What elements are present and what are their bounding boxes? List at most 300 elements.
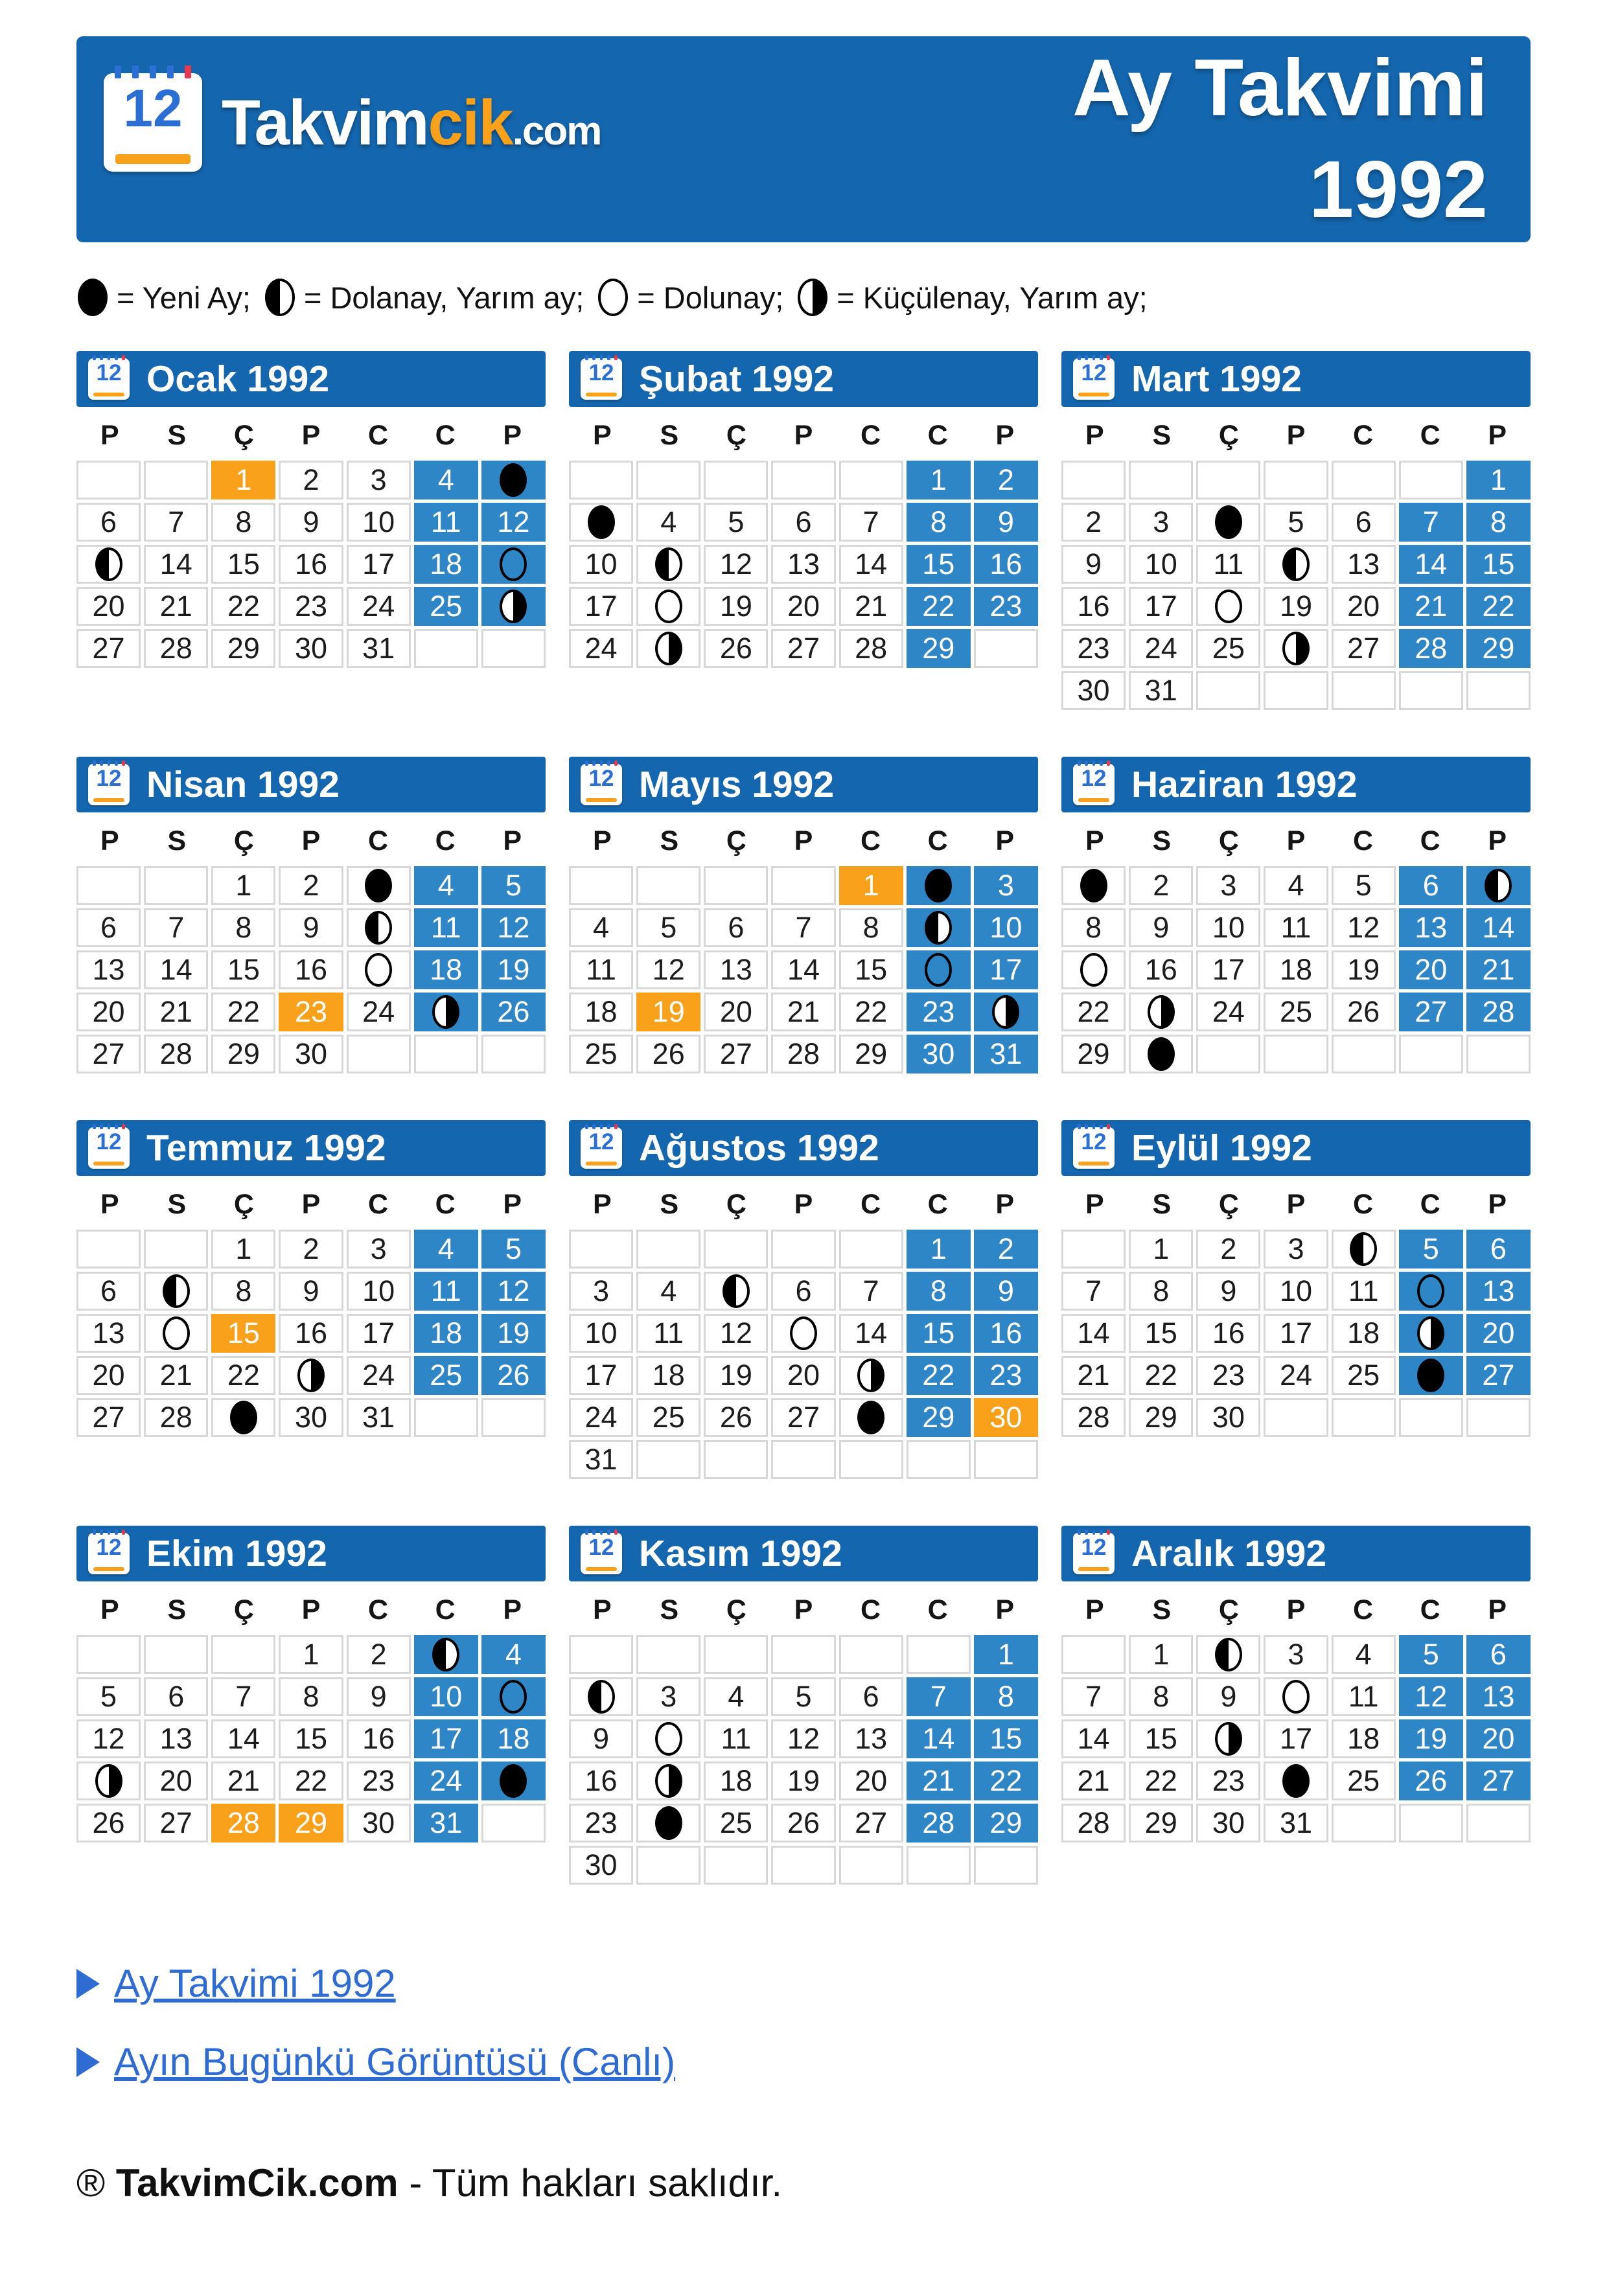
day-number: 18 [430,1316,463,1349]
day-number: 24 [584,1401,618,1434]
weekend-day-cell [481,503,546,542]
weekend-day-cell [414,950,478,989]
page-title-line1: Ay Takvimi [1072,43,1488,133]
day-number: 1 [235,869,252,902]
weekday-label: C [368,420,389,451]
day-cell [1196,1719,1260,1758]
weekday-label: S [167,1189,187,1220]
day-cell [839,1804,903,1843]
month-day-grid [1061,461,1531,710]
calendar-icon-bar [93,393,125,396]
day-number: 4 [505,1638,522,1671]
day-cell [279,503,343,542]
full-moon-icon [925,953,952,987]
day-number: 18 [430,953,463,986]
calendar-icon-pin [1093,1530,1095,1535]
day-cell [279,1230,343,1269]
day-cell [1129,1398,1193,1437]
day-number: 8 [930,1274,947,1307]
day-number: 21 [1482,953,1515,986]
day-cell [1196,1677,1260,1716]
day-number: 14 [227,1722,260,1755]
day-number: 2 [997,1232,1014,1265]
weekday-label: P [301,1189,321,1220]
weekend-day-cell [414,1804,478,1843]
month-day-grid [569,1230,1038,1479]
weekend-day-cell [907,950,971,989]
day-cell [347,1314,411,1353]
day-cell [144,1677,208,1716]
day-cell [1264,1230,1328,1269]
day-number: 21 [1077,1764,1110,1797]
day-number: 28 [1077,1401,1110,1434]
legend-text: = Dolanay, Yarım ay; [303,280,584,315]
day-cell [279,629,343,668]
day-number: 5 [1422,1232,1439,1265]
weekend-day-cell [974,1272,1038,1311]
day-number: 11 [430,911,461,944]
calendar-icon-bar [1078,1162,1110,1165]
month-card [76,1526,546,1843]
empty-cell [569,1635,633,1674]
logo-part-cik: cik [428,86,513,158]
calendar-icon-pin [122,355,124,360]
weekday-label: Ç [1218,1189,1239,1220]
calendar-icon-pins [93,1530,125,1535]
weekend-day-cell [974,950,1038,989]
empty-cell [704,1846,768,1885]
empty-cell [144,1230,208,1269]
calendar-icon-bar [1078,798,1110,802]
day-cell [771,908,835,947]
day-number: 4 [437,869,454,902]
calendar-icon-number: 12 [588,766,614,792]
weekday-label: C [1353,420,1374,451]
day-number: 28 [1415,632,1448,665]
day-cell [1129,545,1193,584]
weekend-day-cell [974,993,1038,1031]
weekend-day-cell [974,503,1038,542]
month-header [1061,1526,1531,1581]
day-cell [1332,908,1396,947]
day-cell [279,461,343,499]
day-number: 17 [362,1316,395,1349]
day-cell [144,908,208,947]
day-number: 15 [922,547,955,580]
weekend-day-cell [1466,1272,1531,1311]
day-number: 26 [652,1037,685,1070]
day-number: 7 [862,505,879,538]
month-title: Haziran 1992 [1131,764,1358,805]
weekend-day-cell [907,503,971,542]
day-cell [771,993,835,1031]
calendar-icon-pin [1093,761,1095,766]
empty-cell [144,866,208,905]
day-cell [76,1719,141,1758]
month-day-grid [569,1635,1038,1885]
day-number: 8 [1153,1274,1170,1307]
day-number: 21 [227,1764,260,1797]
weekend-day-cell [907,1314,971,1353]
day-cell [1196,993,1260,1031]
calendar-icon-pin [1107,1530,1109,1535]
page-header [76,36,1531,242]
weekend-day-cell [1466,629,1531,668]
day-number: 20 [855,1764,888,1797]
weekday-label: P [1085,420,1104,451]
weekday-label: C [927,420,948,451]
day-cell [347,461,411,499]
day-number: 19 [787,1764,820,1797]
empty-cell [414,1035,478,1073]
empty-cell [1466,1804,1531,1843]
day-number: 8 [1490,505,1507,538]
calendar-month-icon [1073,1127,1115,1169]
month-card [569,757,1038,1073]
day-cell [1129,671,1193,710]
day-cell [144,993,208,1031]
day-cell [144,1272,208,1311]
day-cell [347,1356,411,1395]
month-header [569,757,1038,812]
day-cell [569,1272,633,1311]
day-cell [1332,1677,1396,1716]
day-cell [1129,1635,1193,1674]
day-number: 22 [855,995,888,1028]
empty-cell [1399,1035,1463,1073]
weekday-label: P [995,1594,1015,1625]
empty-cell [636,461,700,499]
weekday-label: C [1420,420,1440,451]
day-cell [704,1719,768,1758]
day-number: 20 [92,995,125,1028]
day-number: 14 [1077,1316,1110,1349]
day-number: 1 [1153,1232,1170,1265]
day-cell [144,1762,208,1800]
day-number: 15 [1144,1316,1177,1349]
day-cell [771,950,835,989]
day-number: 7 [1085,1274,1102,1307]
day-number: 6 [795,505,812,538]
day-number: 8 [930,505,947,538]
day-number: 3 [593,1274,610,1307]
day-number: 9 [303,505,319,538]
day-number: 5 [505,1232,522,1265]
day-number: 21 [787,995,820,1028]
day-number: 19 [1279,590,1313,623]
weekday-header-row [1061,1176,1531,1230]
calendar-icon-pin [1107,355,1109,360]
day-number: 30 [362,1806,395,1839]
day-number: 21 [1415,590,1448,623]
day-number: 7 [795,911,812,944]
day-cell [636,1272,700,1311]
day-number: 9 [1153,911,1170,944]
day-number: 1 [1153,1638,1170,1671]
month-day-grid [76,461,546,668]
day-cell [279,1035,343,1073]
day-number: 8 [235,911,252,944]
weekend-day-cell [1399,1762,1463,1800]
day-number: 14 [787,953,820,986]
day-number: 20 [1347,590,1380,623]
day-number: 16 [1212,1316,1245,1349]
day-cell [839,1719,903,1758]
day-number: 20 [787,590,820,623]
new-moon-icon [1282,1764,1310,1798]
day-cell [1264,1314,1328,1353]
holiday-day-cell [211,1314,275,1353]
day-number: 3 [660,1680,677,1713]
calendar-month-icon [88,1127,130,1169]
day-number: 2 [370,1638,387,1671]
full-moon-icon [163,1316,190,1350]
empty-cell [704,1635,768,1674]
calendar-icon-pin [100,1530,102,1535]
day-number: 13 [719,953,752,986]
month-day-grid [569,866,1038,1073]
day-cell [144,1804,208,1843]
link-ay-takvimi[interactable]: Ay Takvimi 1992 [114,1962,396,2005]
weekend-day-cell [414,866,478,905]
weekend-day-cell [974,545,1038,584]
day-number: 31 [989,1037,1023,1070]
day-number: 23 [362,1764,395,1797]
weekday-label: C [368,1594,389,1625]
calendar-month-icon [581,358,622,400]
day-number: 29 [1077,1037,1110,1070]
day-number: 26 [1415,1764,1448,1797]
empty-cell [1332,1398,1396,1437]
day-number: 11 [586,953,616,986]
waxing-moon-icon [925,911,952,945]
empty-cell [974,1440,1038,1479]
day-cell [1264,950,1328,989]
weekend-day-cell [1399,545,1463,584]
day-cell [1264,1762,1328,1800]
day-cell [76,1762,141,1800]
day-number: 14 [159,547,192,580]
new-moon-icon [857,1401,884,1434]
day-cell [704,1398,768,1437]
calendar-icon-pin [93,1124,95,1129]
day-number: 21 [159,995,192,1028]
weekday-label: C [861,1594,881,1625]
day-cell [1129,1314,1193,1353]
day-number: 17 [1212,953,1245,986]
day-cell [771,1035,835,1073]
weekday-label: P [592,825,612,856]
day-cell [704,1314,768,1353]
weekday-label: P [100,420,119,451]
day-cell [569,1440,633,1479]
day-number: 22 [989,1764,1023,1797]
day-cell [1332,629,1396,668]
day-cell [1061,1314,1126,1353]
day-cell [76,1356,141,1395]
day-cell [1129,1719,1193,1758]
holiday-day-cell [279,993,343,1031]
day-number: 1 [1490,463,1507,496]
day-number: 28 [855,632,888,665]
weekday-label: S [1152,1594,1172,1625]
day-number: 22 [227,590,260,623]
month-title: Temmuz 1992 [146,1127,386,1169]
weekend-day-cell [481,1635,546,1674]
day-number: 23 [1212,1359,1245,1392]
day-cell [76,1272,141,1311]
day-cell [144,587,208,626]
day-number: 15 [1144,1722,1177,1755]
day-number: 5 [1288,505,1304,538]
waxing-moon-icon [655,547,682,581]
day-cell [279,1314,343,1353]
day-number: 26 [1347,995,1380,1028]
weekday-label: P [1488,825,1507,856]
new-moon-icon [588,505,615,539]
day-cell [211,1762,275,1800]
weekend-day-cell [1466,1762,1531,1800]
weekend-day-cell [974,1035,1038,1073]
day-cell [636,908,700,947]
day-number: 31 [430,1806,463,1839]
link-ayin-bugunku-goruntusu[interactable]: Ayın Bugünkü Görüntüsü (Canlı) [114,2040,676,2084]
day-cell [279,908,343,947]
day-number: 31 [584,1443,618,1476]
empty-cell [1332,671,1396,710]
day-number: 9 [1085,547,1102,580]
day-number: 29 [1144,1401,1177,1434]
weekday-header-row [76,1581,546,1635]
weekend-day-cell [414,1230,478,1269]
day-cell [144,1719,208,1758]
day-number: 15 [227,547,260,580]
weekday-label: P [100,1189,119,1220]
waning-moon-icon [798,279,827,316]
day-number: 24 [362,995,395,1028]
day-number: 26 [787,1806,820,1839]
day-cell [839,1677,903,1716]
day-number: 9 [1220,1274,1237,1307]
empty-cell [771,1440,835,1479]
weekend-day-cell [1399,950,1463,989]
logo-text [222,86,601,159]
day-cell [347,993,411,1031]
weekend-day-cell [1466,1719,1531,1758]
day-number: 10 [989,911,1023,944]
day-cell [1332,1356,1396,1395]
day-number: 26 [497,995,530,1028]
takvimcik-logo[interactable] [104,73,601,172]
waxing-moon-icon [1485,869,1512,902]
day-number: 13 [159,1722,192,1755]
day-number: 11 [430,1274,461,1307]
day-cell [1332,1314,1396,1353]
weekday-label: C [1353,1594,1374,1625]
day-cell [636,1356,700,1395]
day-number: 29 [1482,632,1515,665]
day-cell [771,1356,835,1395]
calendar-icon-pin [1093,1124,1095,1129]
day-cell [76,1314,141,1353]
day-number: 31 [1144,674,1177,707]
day-cell [771,629,835,668]
day-number: 18 [584,995,618,1028]
calendar-icon-pin [614,1124,617,1129]
copyright-line [76,2161,1531,2205]
day-number: 6 [728,911,745,944]
waxing-moon-icon [95,547,122,581]
day-cell [211,503,275,542]
weekend-day-cell [1466,545,1531,584]
empty-cell [1196,671,1260,710]
weekday-label: S [660,1189,679,1220]
day-number: 20 [787,1359,820,1392]
day-number: 25 [1212,632,1245,665]
weekday-label: Ç [233,1189,254,1220]
day-cell [1129,993,1193,1031]
weekend-day-cell [1466,1230,1531,1269]
day-cell [569,908,633,947]
weekend-day-cell [1399,993,1463,1031]
day-cell [211,1719,275,1758]
day-number: 7 [930,1680,947,1713]
weekday-label: P [794,1189,813,1220]
weekend-day-cell [974,1762,1038,1800]
day-number: 3 [1288,1638,1304,1671]
day-number: 10 [1212,911,1245,944]
waning-moon-icon [1215,1722,1242,1756]
day-cell [771,503,835,542]
day-number: 25 [430,590,463,623]
legend-text: = Dolunay; [637,280,784,315]
month-header [1061,351,1531,407]
day-number: 8 [862,911,879,944]
copyright-brand: TakvimCik.com [115,2161,399,2205]
day-number: 19 [1415,1722,1448,1755]
weekend-day-cell [481,993,546,1031]
weekday-label: Ç [726,420,746,451]
day-number: 10 [1279,1274,1313,1307]
month-card [1061,351,1531,710]
day-cell [839,587,903,626]
empty-cell [771,1230,835,1269]
day-cell [839,629,903,668]
empty-cell [1332,1035,1396,1073]
day-cell [839,1762,903,1800]
weekday-label: Ç [1218,825,1239,856]
day-number: 6 [100,911,117,944]
day-cell [569,1398,633,1437]
day-number: 16 [989,1316,1023,1349]
day-cell [704,1356,768,1395]
weekday-label: S [660,1594,679,1625]
waxing-moon-icon [1282,547,1310,581]
day-cell [704,545,768,584]
weekend-day-cell [907,1356,971,1395]
empty-cell [1129,461,1193,499]
waning-moon-icon [95,1764,122,1798]
weekend-day-cell [1466,1314,1531,1353]
weekend-day-cell [414,587,478,626]
day-cell [569,1314,633,1353]
logo-part-takvim: Takvim [222,86,428,158]
weekend-day-cell [1399,1635,1463,1674]
new-moon-icon [1215,505,1242,539]
weekend-day-cell [907,545,971,584]
day-cell [704,1762,768,1800]
day-cell [279,1356,343,1395]
